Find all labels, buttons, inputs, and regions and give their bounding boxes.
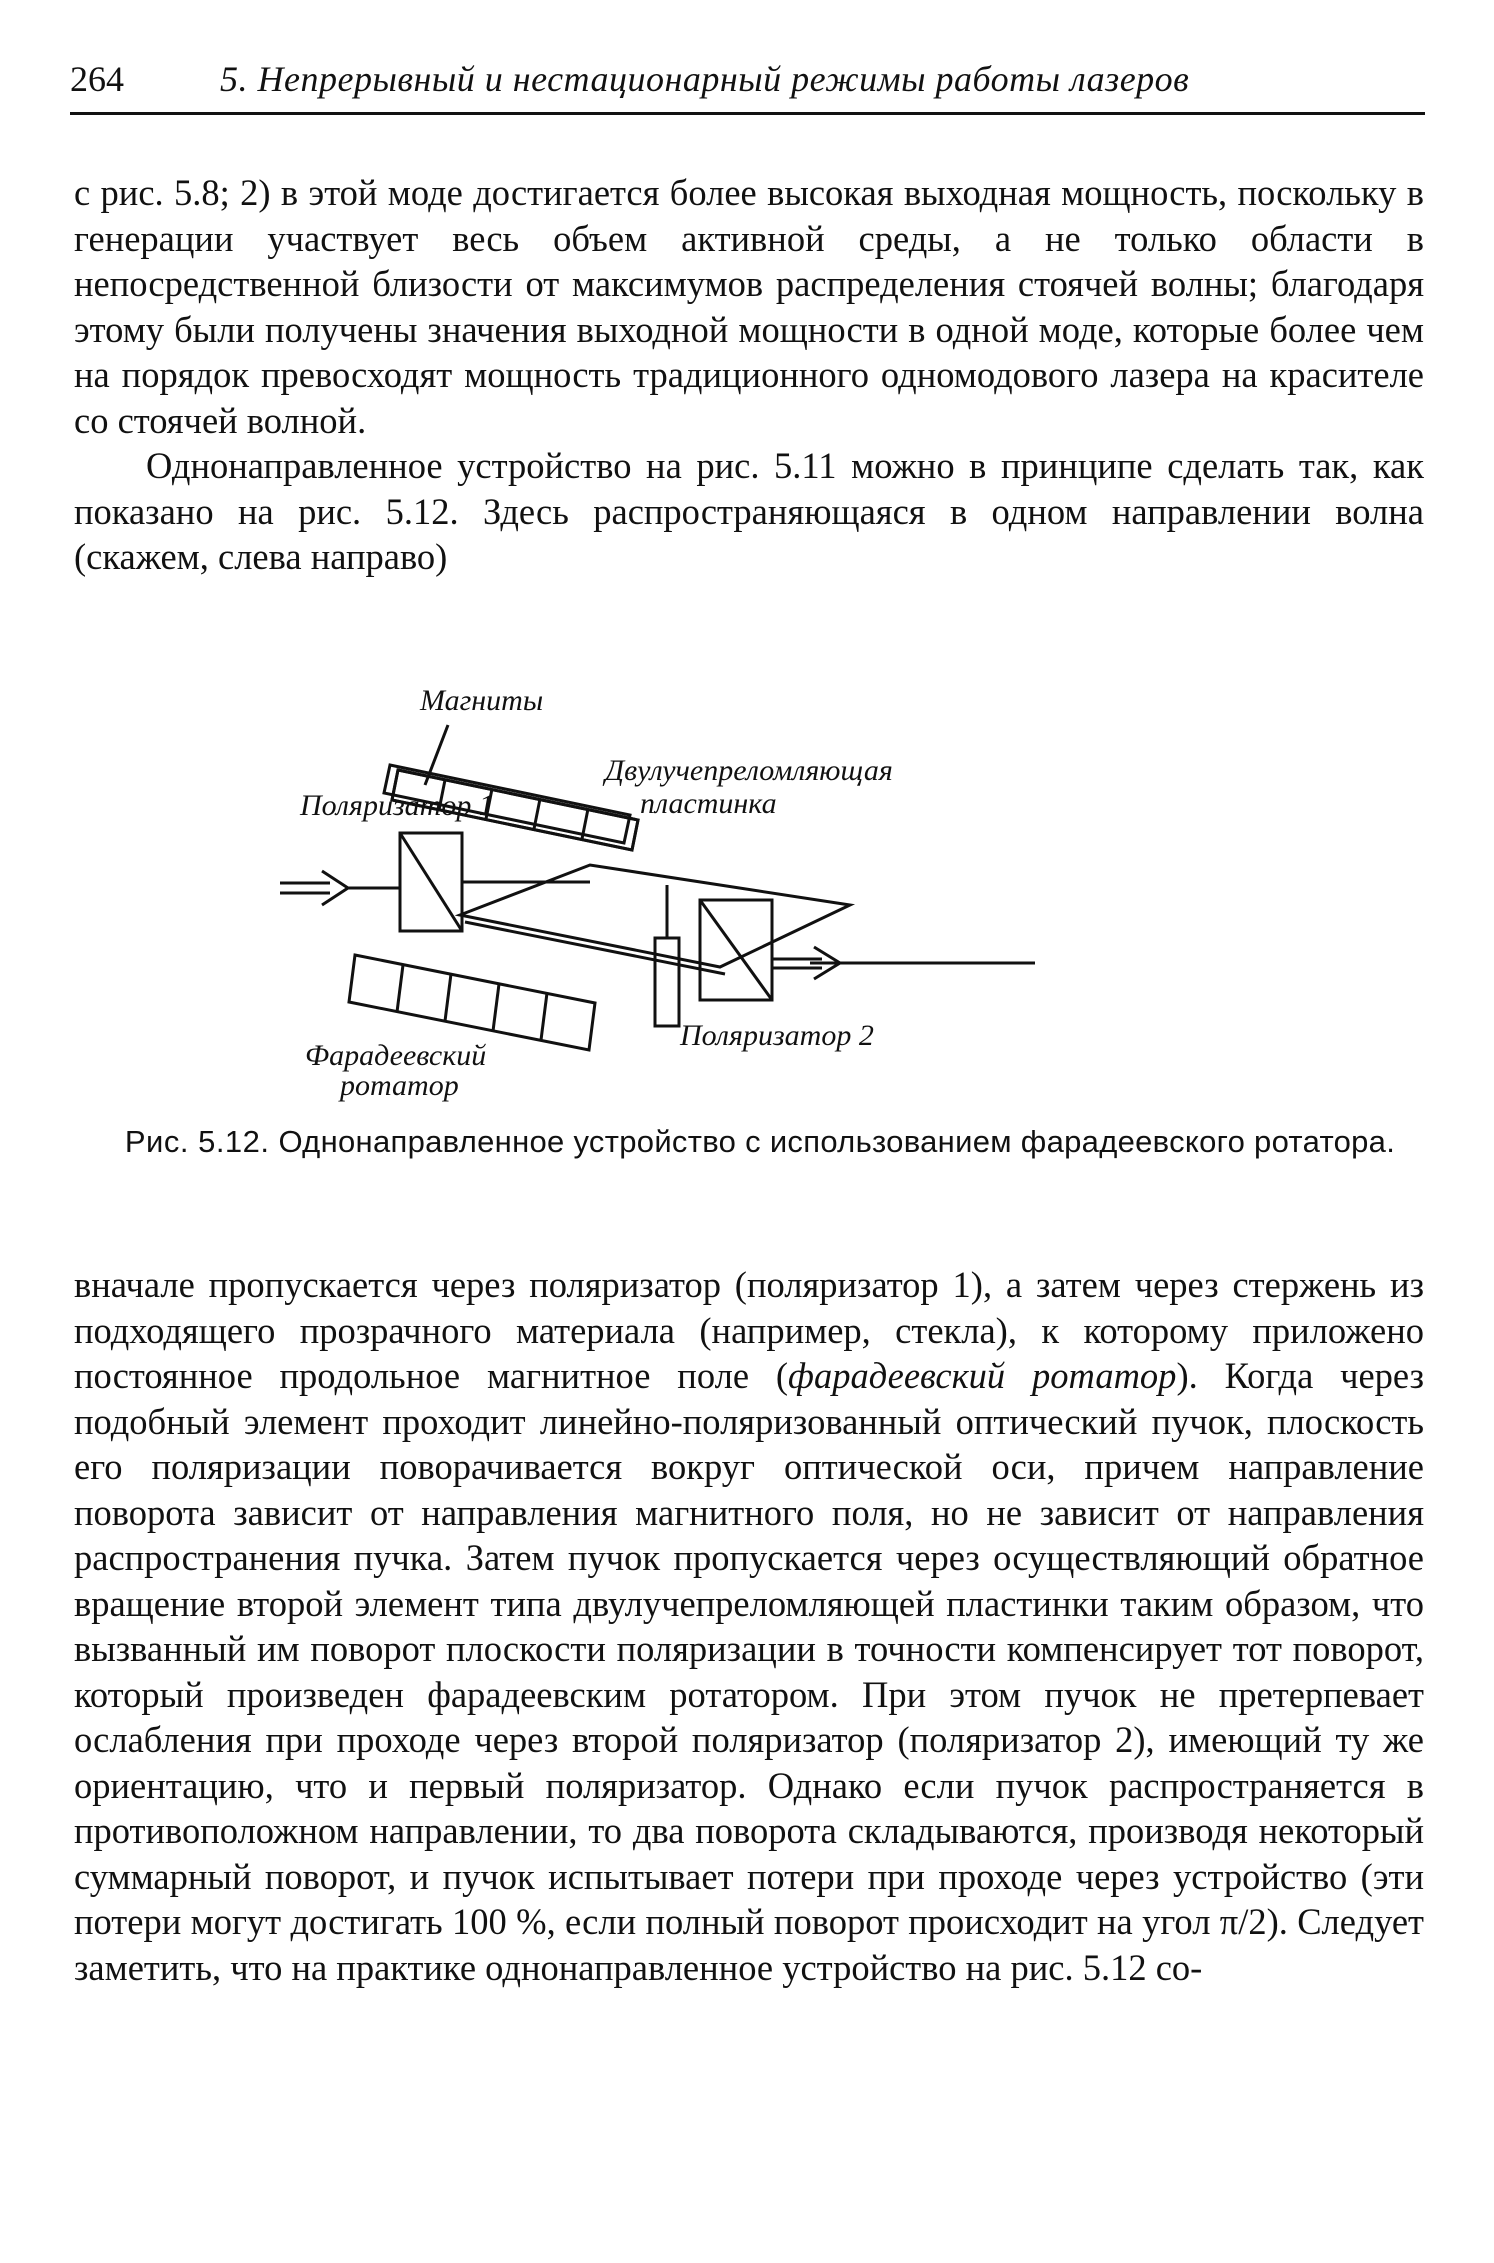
paragraph-part: ). Когда через подобный элемент проходит линейно-поляризованный оптический пучок, плоскость его поляризации поворачивается вокруг оптической оси, причем направление поворота зависит от направления магнитного поля, но не зависит от направления распространения пучка. Затем пучок пропускается через осуществляющий обратное вращение второй элемент типа двулучепреломляющей пластинки таким образом, что вызванный им поворот плоскости поляризации в точности компенсирует тот поворот, который произведен фарадеевским ротатором. При этом пучок не претерпевает ослабления при проходе через второй поляризатор (поляризатор 2), имеющий ту же ориентацию, что и первый поляризатор. Однако если пучок распространяется в противоположном направлении, то два поворота складываются, производя некоторый суммарный поворот, и пучок испытывает потери при проходе через устройство (эти потери могут достигать 100 %, если полный поворот происходит на угол π/2). Следует заметить, что на практике однонаправленное устройство на рис. 5.12 со- [74, 1355, 1425, 1988]
header-rule [70, 112, 1425, 115]
polarizer-1-cube [400, 833, 462, 931]
label-waveplate-2: пластинка [640, 787, 777, 820]
caption-label: Рис. 5.12. [124, 1124, 270, 1159]
paragraph [74, 1262, 1424, 1990]
text-block-top [74, 170, 1424, 580]
caption-text: Однонаправленное устройство с использованием фарадеевского ротатора. [278, 1124, 1396, 1159]
input-arrow [280, 871, 348, 905]
label-polarizer-2: Поляризатор 2 [680, 1019, 874, 1052]
running-title: 5. Непрерывный и нестационарный режимы работы лазеров [220, 59, 1190, 99]
running-header [70, 58, 1430, 108]
figure-5-12 [260, 665, 1260, 1105]
label-waveplate-1: Двулучепреломляющая [605, 754, 893, 787]
label-faraday-1: Фарадеевский [305, 1039, 487, 1072]
emphasis-term: фарадеевский ротатор [788, 1355, 1177, 1396]
figure-caption [90, 1122, 1430, 1162]
paragraph-part: вначале пропускается через поляризатор (поляризатор 1), а затем через стержень из подходящего прозрачного материала (например, стекла), к которому приложено постоянное продольное магнитное поле ( [74, 1264, 1424, 1396]
lower-magnet-row [349, 955, 595, 1050]
paragraph: Однонаправленное устройство на рис. 5.11 можно в принципе сделать так, как показано на рис. 5.12. Здесь распространяющаяся в одном направлении волна (скажем, слева направо) [74, 445, 1424, 577]
label-magnets: Магниты [420, 684, 544, 717]
text-block-bottom [74, 1262, 1424, 1990]
polarizer-2-cube [700, 900, 772, 1000]
label-faraday-2: ротатор [340, 1069, 459, 1102]
optical-diagram [260, 665, 1260, 1105]
paragraph: с рис. 5.8; 2) в этой моде достигается более высокая выходная мощность, поскольку в генерации участвует весь объем активной среды, а не только области в непосредственной близости от максимумов распределения стоячей волны; благодаря этому были получены значения выходной мощности в одной моде, которые более чем на порядок превосходят мощность традиционного одномодового лазера на красителе со стоячей волной. [74, 172, 1424, 441]
label-polarizer-1: Поляризатор 1 [300, 789, 494, 822]
page-number: 264 [70, 59, 124, 99]
